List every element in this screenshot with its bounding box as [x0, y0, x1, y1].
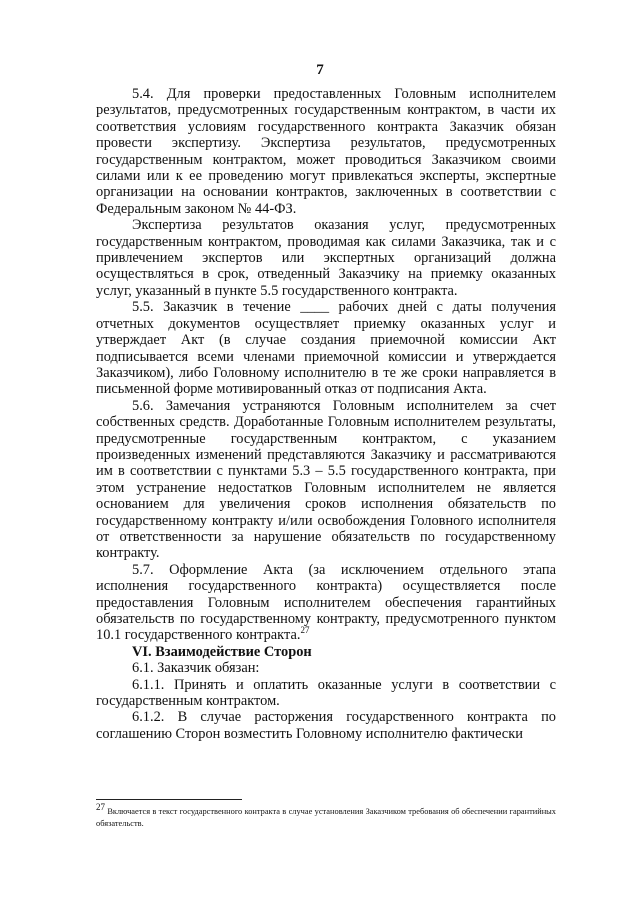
footnote-text: Включается в текст государственного контракта в случае установления Заказчиком требования об обеспечении гарантийных обязательств.: [96, 807, 556, 828]
paragraph-5-7: [96, 562, 556, 644]
paragraph-6-1: 6.1. Заказчик обязан:: [132, 660, 260, 677]
footnote-reference[interactable]: 27: [300, 625, 310, 636]
footnote: [96, 802, 556, 830]
paragraph-6-1-1: 6.1.1. Принять и оплатить оказанные услуги в соответствии с государственным контрактом.: [96, 676, 556, 710]
paragraph-5-5: 5.5. Заказчик в течение ____ рабочих дней с даты получения отчетных документов осуществляет приемку оказанных услуг и утверждает Акт (в случае создания приемочной комиссии Акт подписывается всеми членами приемочной комиссии и утверждается Заказчиком), либо Головному исполнителю в те же сроки направляется в письменной форме мотивированный отказ от подписания Акта.: [96, 299, 556, 398]
document-body: [96, 86, 556, 742]
paragraph-6-1-2: 6.1.2. В случае расторжения государственного контракта по соглашению Сторон возместить Головному исполнителю фактически: [96, 709, 556, 742]
paragraph-5-4: 5.4. Для проверки предоставленных Головным исполнителем результатов, предусмотренных государственным контрактом, в части их соответствия условиям государственного контракта Заказчик обязан провести экспертизу. Экспертиза результатов, предусмотренных государственным контрактом, может проводиться Заказчиком своими силами или к ее проведению могут привлекаться эксперты, экспертные организации на основании контрактов, заключенных в соответствии с Федеральным законом № 44-ФЗ.: [96, 86, 556, 217]
section-heading: VI. Взаимодействие Сторон: [132, 643, 312, 660]
footnote-divider: [96, 799, 242, 800]
page-number: 7: [316, 62, 324, 78]
paragraph-5-7-text: 5.7. Оформление Акта (за исключением отдельного этапа исполнения государственного контракта) осуществляется после предоставления Головным исполнителем обеспечения гарантийных обязательств по государственному контракту, предусмотренного пунктом 10.1 государственного контракта.: [96, 561, 556, 644]
paragraph-5-6: 5.6. Замечания устраняются Головным исполнителем за счет собственных средств. Доработанные Головным исполнителем результаты, предусмотренные государственным контрактом, с указанием произведенных изменений представляются Заказчику и рассматриваются им в соответствии с пунктами 5.3 – 5.5 государственного контракта, при этом устранение недостатков Головным исполнителем не является основанием для увеличения сроков исполнения обязательств по государственному контракту и/или освобождения Головного исполнителя от ответственности за нарушение обязательств по государственному контракту.: [96, 397, 556, 562]
footnote-marker: 27: [96, 802, 105, 813]
paragraph-expertise: Экспертиза результатов оказания услуг, предусмотренных государственным контрактом, проводимая как силами Заказчика, так и с привлечением экспертов или экспертных организаций должна осуществляться в срок, отведенный Заказчику на приемку оказанных услуг, указанный в пункте 5.5 государственного контракта.: [96, 217, 556, 299]
